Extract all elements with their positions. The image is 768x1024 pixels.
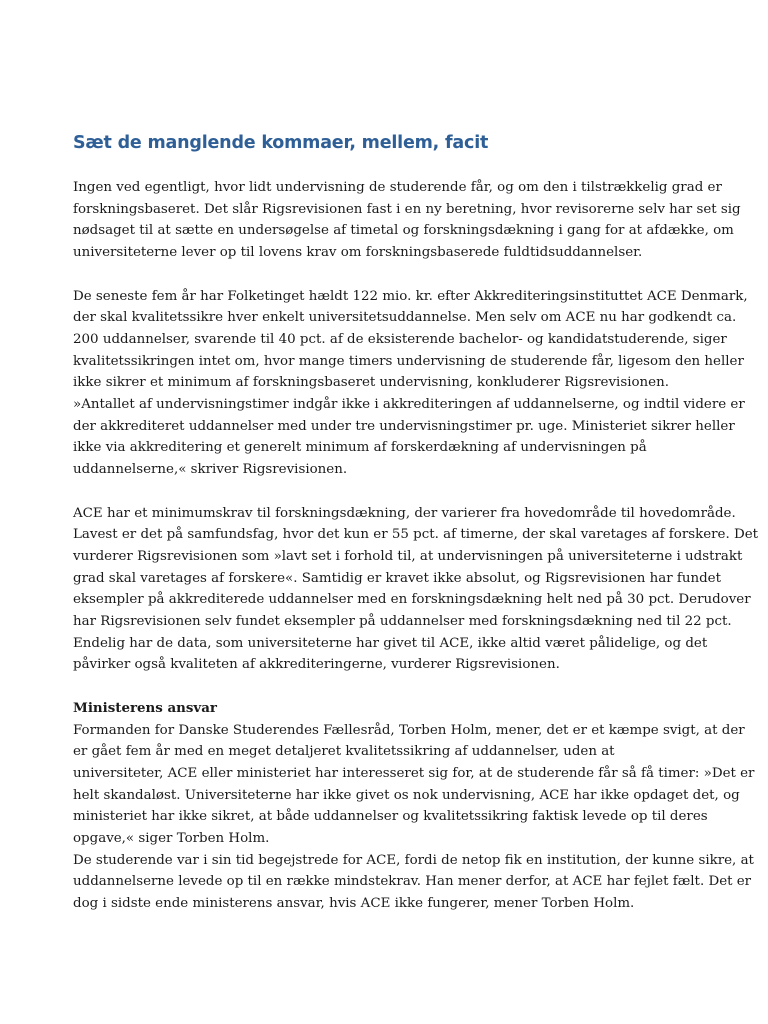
text-line: De seneste fem år har Folketinget hældt 122 mio. kr. efter Akkrediteringsinstituttet ACE Denmark, [73,288,748,304]
text-line: der akkrediteret uddannelser med under tre undervisningstimer pr. uge. Ministeriet sikrer heller [73,418,735,434]
text-line: opgave,« siger Torben Holm. [73,831,270,847]
text-line: Endelig har de data, som universiteterne har givet til ACE, ikke altid været pålidelige, og det [73,635,708,651]
text-line: har Rigsrevisionen selv fundet eksempler på uddannelser med forskningsdækning ned til 22 pct. [73,614,732,630]
text-line: kvalitetssikringen intet om, hvor mange timers undervisning de studerende får, ligesom den heller [73,353,744,369]
section-ministerens-ansvar [73,698,755,915]
text-line: De studerende var i sin tid begejstrede for ACE, fordi de netop fik en institution, der kunne sikre, at [73,852,754,868]
text-line: ikke via akkreditering et generelt minimum af forskerdækning af undervisningen på [73,440,647,456]
text-line: »Antallet af undervisningstimer indgår ikke i akkrediteringen af uddannelserne, og indtil videre er [73,397,745,413]
text-line: nødsaget til at sætte en undersøgelse af timetal og forskningsdækning i gang for at afdække, om [73,223,734,239]
text-line: universiteter, ACE eller ministeriet har interesseret sig for, at de studerende får så få timer: »Det er [73,765,755,781]
text-line: uddannelserne levede op til en række mindstekrav. Han mener derfor, at ACE har fejlet fælt. Det er [73,874,752,890]
text-line: universiteterne lever op til lovens krav om forskningsbaserede fuldtidsuddannelser. [73,245,643,261]
text-line: grad skal varetages af forskere«. Samtidig er kravet ikke absolut, og Rigsrevisionen har fundet [73,570,721,586]
paragraph-3 [73,503,759,677]
text-line: forskningsbaseret. Det slår Rigsrevisionen fast i en ny beretning, hvor revisorerne selv har set sig [73,201,741,217]
section-heading: Ministerens ansvar [73,699,217,716]
text-line: ACE har et minimumskrav til forskningsdækning, der varierer fra hovedområde til hovedområde. [73,505,736,521]
text-line: 200 uddannelser, svarende til 40 pct. af de eksisterende bachelor- og kandidatstuderende, siger [73,331,727,347]
document-body [73,177,759,915]
text-line: eksempler på akkrediterede uddannelser med en forskningsdækning helt ned på 30 pct. Derudover [73,592,751,608]
text-line: Ingen ved egentligt, hvor lidt undervisning de studerende får, og om den i tilstrækkelig grad er [73,180,722,195]
text-line: dog i sidste ende ministerens ansvar, hvis ACE ikke fungerer, mener Torben Holm. [73,896,635,912]
text-line: påvirker også kvaliteten af akkrediteringerne, vurderer Rigsrevisionen. [73,657,560,673]
document-title: Sæt de manglende kommaer, mellem, facit [73,133,489,153]
paragraph-1 [73,177,741,264]
text-line: vurderer Rigsrevisionen som »lavt set i forhold til, at undervisningen på universiteterne i udstrakt [73,548,743,564]
text-line: uddannelserne,« skriver Rigsrevisionen. [73,462,348,478]
text-line: Formanden for Danske Studerendes Fællesråd, Torben Holm, mener, det er et kæmpe svigt, at der [73,722,745,738]
text-line: ikke sikrer et minimum af forskningsbaseret undervisning, konkluderer Rigsrevisionen. [73,375,669,391]
text-line: der skal kvalitetssikre hver enkelt universitetsuddannelse. Men selv om ACE nu har godkendt ca. [73,310,737,326]
text-line: ministeriet har ikke sikret, at både uddannelser og kvalitetssikring faktisk levede op til deres [73,809,708,825]
paragraph-2 [73,286,748,481]
text-line: helt skandaløst. Universiteterne har ikke givet os nok undervisning, ACE har ikke opdaget det, og [73,787,740,803]
text-line: Lavest er det på samfundsfag, hvor det kun er 55 pct. af timerne, der skal varetages af forskere. Det [73,527,759,543]
text-line: er gået fem år med en meget detaljeret kvalitetssikring af uddannelser, uden at [73,744,615,760]
